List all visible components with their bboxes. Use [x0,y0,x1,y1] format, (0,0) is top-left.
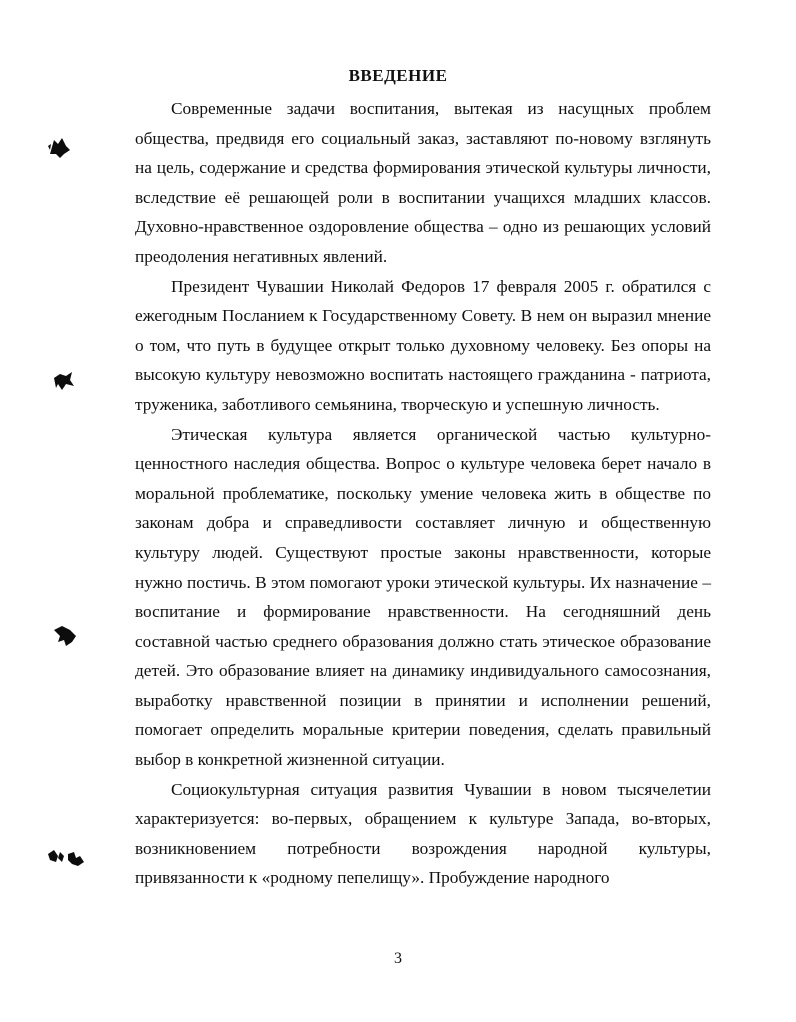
paragraph-4: Социокультурная ситуация развития Чувашии в новом тысячелетии характеризуется: во-первых, обращением к культуре Запада, во-вторых, возникновением потребности возрождения народной культуры, привязанности к «родному пепелищу». Пробуждение народного [135,779,711,888]
scan-blot-mark-2 [50,368,78,394]
paragraph-3: Этическая культура является органической частью культурно-ценностного наследия общества. Вопрос о культуре человека берет начало в моральной проблематике, поскольку умение человека жить в обществе по законам добра и справедливости составляет личную и общественную культуру людей. Существуют простые законы нравственности, которые нужно постичь. В этом помогают уроки этической культуры. Их назначение – воспитание и формирование нравственности. На сегодняшний день составной частью среднего образования должно стать этическое образование детей. Это образование влияет на динамику индивидуального самосознания, выработку нравственной позиции в принятии и исполнении решений, помогает определить моральные критерии поведения, сделать правильный выбор в конкретной жизненной ситуации. [135,424,711,770]
scan-blot-mark-4 [44,846,92,870]
paragraph-2: Президент Чувашии Николай Федоров 17 февраля 2005 г. обратился с ежегодным Посланием к Государственному Совету. В нем он выразил мнение о том, что путь в будущее открыт только духовному человеку. Без опоры на высокую культуру невозможно воспитать настоящего гражданина - патриота, труженика, заботливого семьянина, творческую и успешную личность. [135,276,711,414]
page-number: 3 [394,950,402,967]
scan-blot-mark-3 [50,622,80,650]
scan-blot-mark-1 [44,132,74,162]
body-text [135,94,711,893]
section-title: ВВЕДЕНИЕ [348,66,448,85]
paragraph-1: Современные задачи воспитания, вытекая из насущных проблем общества, предвидя его социальный заказ, заставляют по-новому взглянуть на цель, содержание и средства формирования этической культуры личности, вследствие её решающей роли в воспитании учащихся младших классов. Духовно-нравственное оздоровление общества – одно из решающих условий преодоления негативных явлений. [135,99,711,266]
